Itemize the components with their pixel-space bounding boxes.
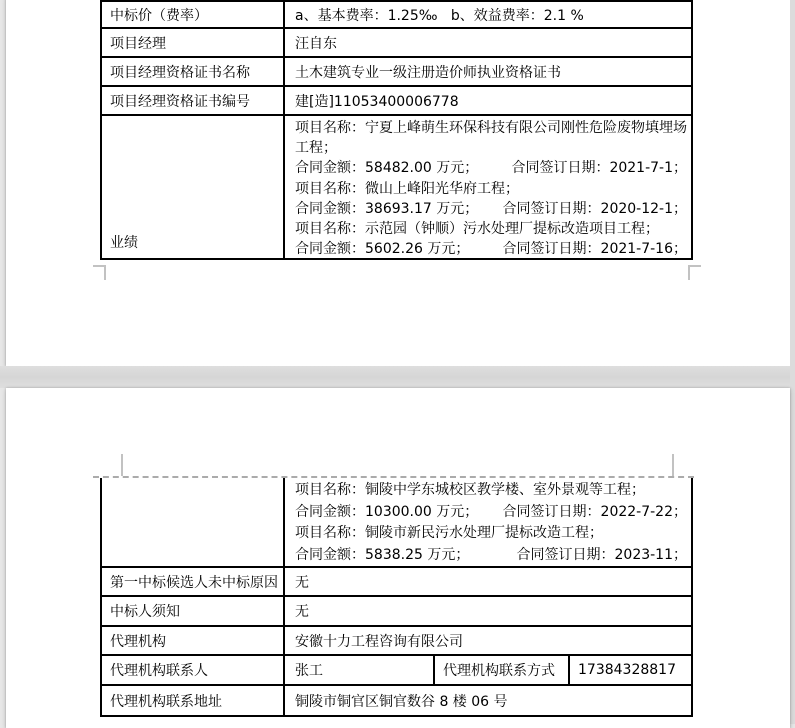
performance-row	[102, 116, 691, 260]
row-label: 项目经理资格证书编号	[102, 87, 285, 114]
contract-amount: 合同金额：5602.26 万元；	[295, 241, 470, 258]
performance-entries	[285, 116, 691, 258]
row-label: 代理机构联系人	[102, 656, 285, 684]
contract-date: 合同签订日期：2021-7-1；	[511, 160, 687, 177]
contract-line	[295, 239, 687, 258]
project-name: 项目名称：微山上峰阳光华府工程；	[295, 180, 519, 197]
row-label: 代理机构联系方式	[435, 656, 570, 684]
row-value: 汪自东	[295, 35, 337, 52]
contract-amount: 合同金额：58482.00 万元；	[295, 160, 479, 177]
page-gap	[0, 366, 795, 388]
row-label: 代理机构联系地址	[102, 686, 285, 715]
bid-info-table-continued	[100, 478, 693, 717]
performance-row-continued	[102, 478, 691, 568]
contract-amount: 合同金额：38693.17 万元；	[295, 200, 479, 217]
row-value: 无	[295, 574, 309, 591]
contract-line	[295, 502, 687, 524]
contract-line	[295, 158, 687, 178]
row-label: 项目经理	[102, 29, 285, 56]
document-page-2	[6, 388, 790, 728]
table-row	[102, 58, 691, 87]
margin-corner-mark	[121, 454, 123, 476]
margin-corner-mark	[104, 265, 106, 280]
agency-address-row	[102, 686, 691, 717]
table-row	[102, 2, 691, 29]
row-label: 第一中标候选人未中标原因	[102, 568, 285, 595]
contract-date: 合同签订日期：2022-7-22；	[502, 503, 687, 520]
contract-date: 合同签订日期：2020-12-1；	[502, 200, 687, 217]
contract-line	[295, 199, 687, 219]
margin-corner-mark	[672, 454, 674, 476]
project-name: 项目名称：铜陵市新民污水处理厂提标改造工程；	[295, 525, 603, 541]
row-label: 中标价（费率）	[102, 2, 285, 27]
bid-info-table	[100, 0, 693, 260]
agency-contact-row	[102, 656, 691, 686]
project-name: 项目名称：铜陵中学东城校区教学楼、室外景观等工程；	[295, 482, 645, 498]
row-value: 安徽十力工程咨询有限公司	[295, 633, 463, 650]
row-label: 中标人须知	[102, 597, 285, 625]
table-row	[102, 87, 691, 116]
row-value: a、基本费率：1.25‰ b、效益费率：2.1 %	[295, 7, 584, 24]
performance-entries	[285, 478, 691, 566]
row-value: 铜陵市铜官区铜官数谷 8 楼 06 号	[295, 693, 508, 710]
row-value: 无	[295, 604, 309, 620]
contract-amount: 合同金额：5838.25 万元；	[295, 546, 470, 563]
project-name: 项目名称：示范园（钟顺）污水处理厂提标改造项目工程；	[295, 221, 659, 238]
row-value: 17384328817	[578, 662, 676, 678]
table-row	[102, 597, 691, 627]
contract-date: 合同签订日期：2021-7-16；	[502, 241, 687, 258]
table-row	[102, 627, 691, 656]
table-row	[102, 29, 691, 58]
row-label: 项目经理资格证书名称	[102, 58, 285, 85]
performance-label: 业绩	[102, 116, 285, 258]
performance-label-empty	[102, 478, 285, 566]
contract-line	[295, 545, 687, 567]
margin-corner-mark	[688, 265, 690, 280]
row-value: 张工	[285, 656, 435, 684]
contract-date: 合同签订日期：2023-11；	[516, 546, 687, 563]
table-row	[102, 568, 691, 597]
project-name: 项目名称：宁夏上峰萌生环保科技有限公司刚性危险废物填埋场工程；	[295, 120, 687, 157]
viewport-right-edge	[790, 0, 795, 724]
document-page-1	[6, 0, 790, 366]
contract-amount: 合同金额：10300.00 万元；	[295, 503, 479, 520]
row-value: 土木建筑专业一级注册造价师执业资格证书	[295, 64, 561, 81]
row-label: 代理机构	[102, 627, 285, 654]
row-value: 建[造]11053400006778	[295, 93, 459, 110]
